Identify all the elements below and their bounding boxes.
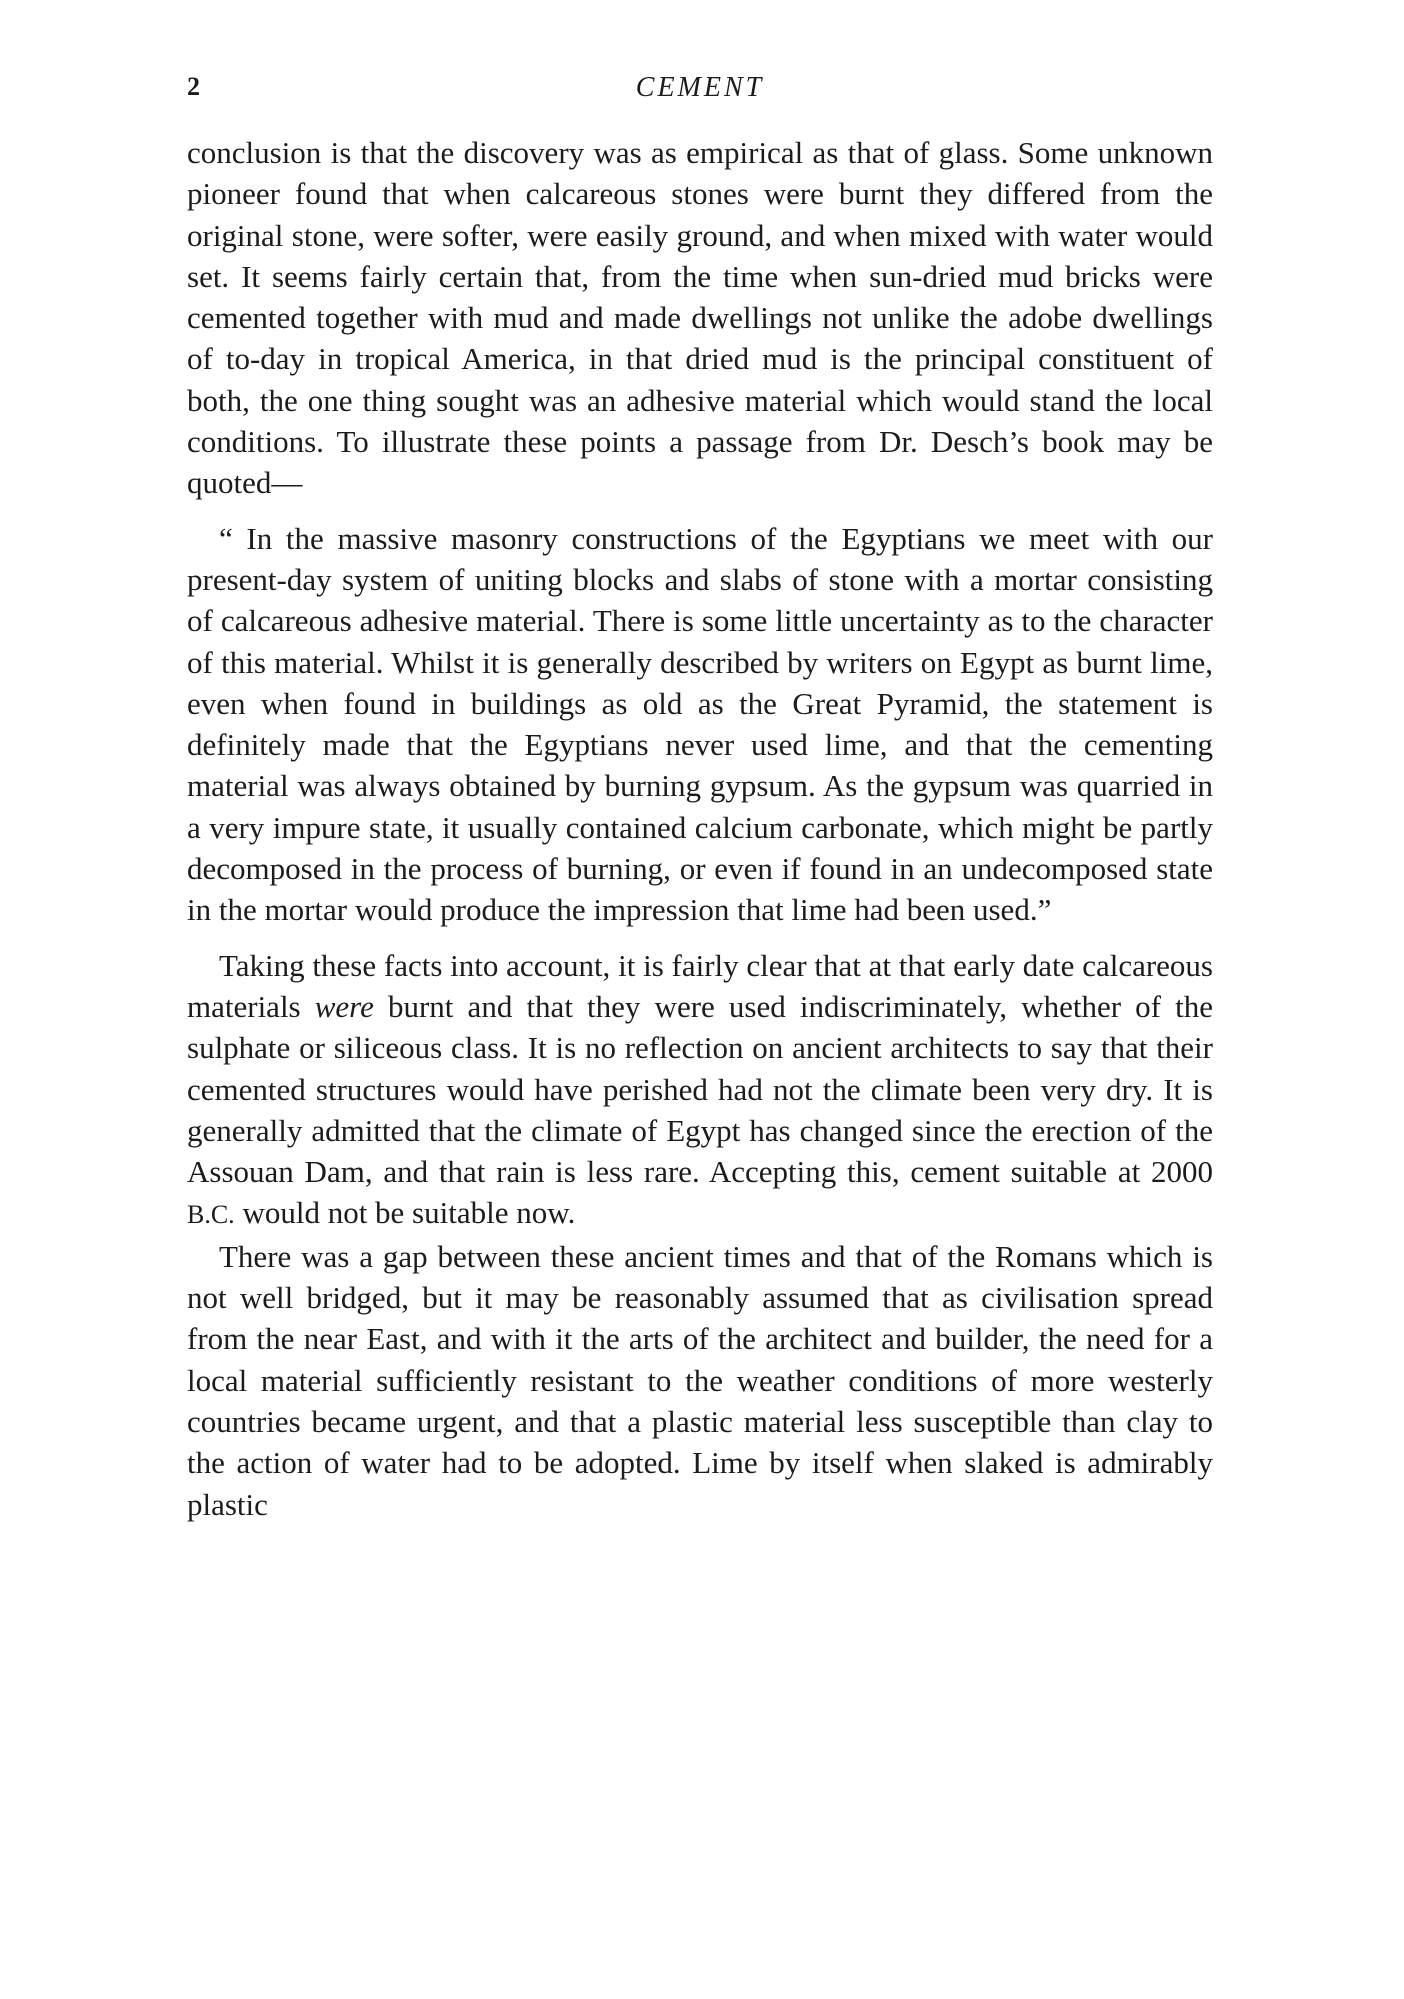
- body-text: [187, 132, 1213, 1525]
- running-head: [187, 72, 1213, 112]
- paragraph-taking-facts: [187, 945, 1213, 1236]
- page-number: 2: [187, 72, 200, 101]
- paragraph-text-start: Taking these facts into account, it is fairly clear that at that early date calcareous materials: [187, 947, 1213, 1024]
- era-abbreviation: B.C.: [187, 1200, 235, 1230]
- paragraph-continued: conclusion is that the discovery was as empirical as that of glass. Some unknown pioneer found that when calcareous stones were burnt they differed from the original stone, were softer, were easily ground, and when mixed with water would set. It seems fairly certain that, from the time when sun-dried mud bricks were cemented together with mud and made dwellings not unlike the adobe dwellings of to-day in tropical America, in that dried mud is the principal constituent of both, the one thing sought was an adhesive material which would stand the local conditions. To illustrate these points a passage from Dr. Desch’s book may be quoted—: [187, 135, 1213, 501]
- paragraph-text-end: would not be suitable now.: [234, 1195, 576, 1231]
- running-title: CEMENT: [635, 72, 765, 103]
- emphasis-were: were: [314, 988, 374, 1024]
- paragraph-romans: There was a gap between these ancient times and that of the Romans which is not well bridged, but it may be reasonably assumed that as civilisation spread from the near East, and with it the arts of the architect and builder, the need for a local material sufficiently resistant to the weather conditions of more westerly countries became urgent, and that a plastic material less susceptible than clay to the action of water had to be adopted. Lime by itself when slaked is admirably plastic: [187, 1238, 1213, 1522]
- paragraph-text-middle: burnt and that they were used indiscriminately, whether of the sulphate or siliceous class. It is no reflection on ancient architects to say that their cemented structures would have perished had not the climate been very dry. It is generally admitted that the climate of Egypt has changed since the erection of the Assouan Dam, and that rain is less rare. Accepting this, cement suitable at 2000: [187, 988, 1213, 1190]
- block-quote: “ In the massive masonry constructions of the Egyptians we meet with our present-day system of uniting blocks and slabs of stone with a mortar consisting of calcareous adhesive material. There is some little uncertainty as to the character of this material. Whilst it is generally described by writers on Egypt as burnt lime, even when found in buildings as old as the Great Pyramid, the statement is definitely made that the Egyptians never used lime, and that the cementing material was always obtained by burning gypsum. As the gypsum was quarried in a very impure state, it usually contained calcium carbonate, which might be partly decomposed in the process of burning, or even if found in an undecomposed state in the mortar would produce the impression that lime had been used.”: [187, 520, 1213, 928]
